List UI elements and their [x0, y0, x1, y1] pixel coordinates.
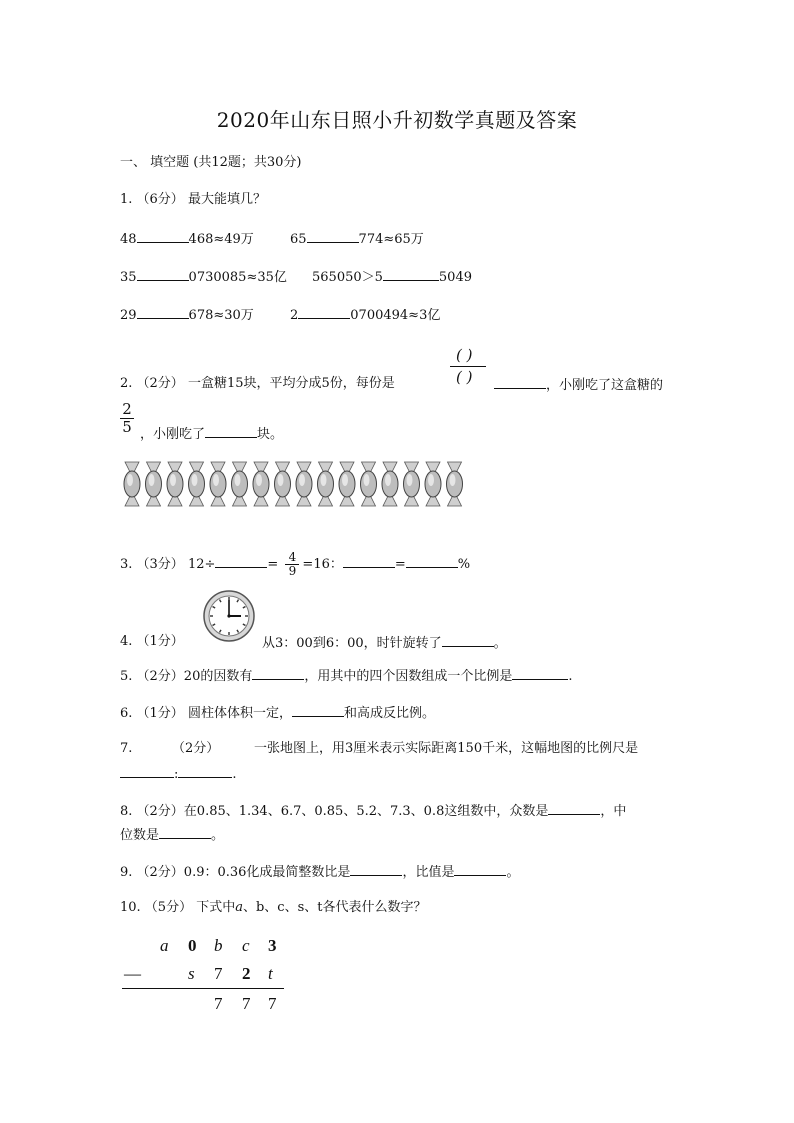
answer-blank[interactable]	[548, 801, 600, 815]
question-7-score: （2分）	[172, 741, 220, 756]
candy-icon	[296, 462, 312, 506]
answer-blank[interactable]	[307, 229, 359, 243]
digit-0: 0	[188, 936, 197, 955]
question-1-row-2b: 565050＞5 5049	[312, 267, 472, 287]
fraction-bar	[450, 366, 486, 367]
question-9-text: 9. （2分）0.9：0.36化成最简整数比是 ，比值是 。	[120, 862, 519, 882]
answer-blank[interactable]	[512, 666, 568, 680]
candy-illustration	[122, 460, 472, 510]
question-4-text: 从3：00到6：00，时针旋转了 。	[262, 633, 507, 653]
candy-icon	[425, 462, 441, 506]
result-line	[122, 988, 284, 989]
question-1-row-3b: 2 0700494≈3亿	[290, 305, 440, 325]
result-digit: 7	[268, 994, 277, 1013]
fraction-numerator: ( )	[456, 346, 473, 364]
question-1-row-1a: 48 468≈49万	[120, 229, 254, 249]
minus-sign: —	[124, 964, 141, 983]
question-1-row-3a: 29 678≈30万	[120, 305, 254, 325]
answer-blank[interactable]	[343, 554, 395, 568]
question-7-text: 一张地图上，用3厘米表示实际距离150千米，这幅地图的比例尺是	[254, 741, 639, 756]
candy-icon	[189, 462, 205, 506]
candy-icon	[253, 462, 269, 506]
fraction-denominator: 9	[288, 564, 297, 578]
candy-icon	[124, 462, 140, 506]
result-digit: 7	[242, 994, 251, 1013]
candy-icon	[146, 462, 162, 506]
question-2-text-mid: ，小刚吃了这盒糖的	[494, 375, 663, 395]
digit-b: b	[214, 936, 223, 955]
subtraction-problem	[122, 936, 288, 1016]
question-1-heading: 1. （6分） 最大能填几？	[120, 192, 266, 207]
candy-icon	[404, 462, 420, 506]
answer-blank[interactable]	[406, 554, 458, 568]
answer-blank[interactable]	[137, 305, 189, 319]
digit-s: s	[188, 964, 195, 983]
answer-blank[interactable]	[178, 764, 232, 778]
question-8-text: 8. （2分）在0.85、1.34、6.7、0.85、5.2、7.3、0.8这组数中，众数是 ，中	[120, 801, 626, 821]
question-1-row-1b: 65 774≈65万	[290, 229, 424, 249]
question-2-text: 2. （2分） 一盒糖15块，平均分成5份，每份是	[120, 376, 395, 391]
answer-blank[interactable]	[494, 375, 546, 389]
question-2-tail: ，小刚吃了 块。	[140, 424, 283, 444]
clock-icon	[202, 589, 256, 643]
fraction-two-fifths	[120, 402, 134, 435]
fraction-numerator: 4	[288, 550, 297, 564]
candy-icon	[167, 462, 183, 506]
candy-icon	[339, 462, 355, 506]
digit-2: 2	[242, 964, 251, 983]
fraction-four-ninths	[285, 551, 299, 578]
question-1-row-2a: 35 0730085≈35亿	[120, 267, 287, 287]
page-title: 2020年山东日照小升初数学真题及答案	[216, 108, 578, 132]
candy-icon	[447, 462, 463, 506]
blank-fraction[interactable]	[448, 346, 486, 388]
digit-7: 7	[214, 964, 223, 983]
digit-c: c	[242, 936, 250, 955]
candy-icon	[382, 462, 398, 506]
fraction-denominator: 5	[122, 418, 132, 436]
answer-blank[interactable]	[292, 703, 344, 717]
fraction-denominator: ( )	[456, 368, 473, 386]
answer-blank[interactable]	[252, 666, 304, 680]
answer-blank[interactable]	[298, 305, 350, 319]
question-8-text-2: 位数是 。	[120, 825, 224, 845]
section-heading: 一、 填空题 (共12题；共30分)	[120, 155, 302, 170]
candy-icon	[361, 462, 377, 506]
digit-3: 3	[268, 936, 277, 955]
result-digit: 7	[214, 994, 223, 1013]
candy-icon	[232, 462, 248, 506]
question-4-head: 4. （1分）	[120, 634, 184, 649]
answer-blank[interactable]	[215, 554, 267, 568]
answer-blank[interactable]	[120, 764, 174, 778]
answer-blank[interactable]	[137, 229, 189, 243]
question-3-text: 3. （3分） 12÷ = $\frac{4}{9}$ =16： = %	[120, 550, 471, 578]
digit-t: t	[268, 964, 273, 983]
fraction-numerator: 2	[122, 400, 132, 418]
candy-icon	[210, 462, 226, 506]
answer-blank[interactable]	[137, 267, 189, 281]
question-6-text: 6. （1分） 圆柱体体积一定， 和高成反比例。	[120, 703, 435, 723]
answer-blank[interactable]	[442, 633, 494, 647]
question-7-answer-line: : .	[120, 764, 237, 784]
answer-blank[interactable]	[454, 862, 506, 876]
answer-blank[interactable]	[350, 862, 402, 876]
question-7-number: 7.	[120, 741, 133, 756]
question-5-text: 5. （2分）20的因数有 ，用其中的四个因数组成一个比例是 .	[120, 666, 573, 686]
digit-a: a	[160, 936, 169, 955]
answer-blank[interactable]	[383, 267, 439, 281]
candy-icon	[318, 462, 334, 506]
answer-blank[interactable]	[205, 424, 257, 438]
candy-icon	[275, 462, 291, 506]
answer-blank[interactable]	[159, 825, 211, 839]
question-10-text: 10. （5分） 下式中a、b、c、s、t各代表什么数字？	[120, 900, 427, 915]
variable-a: a	[235, 900, 243, 915]
